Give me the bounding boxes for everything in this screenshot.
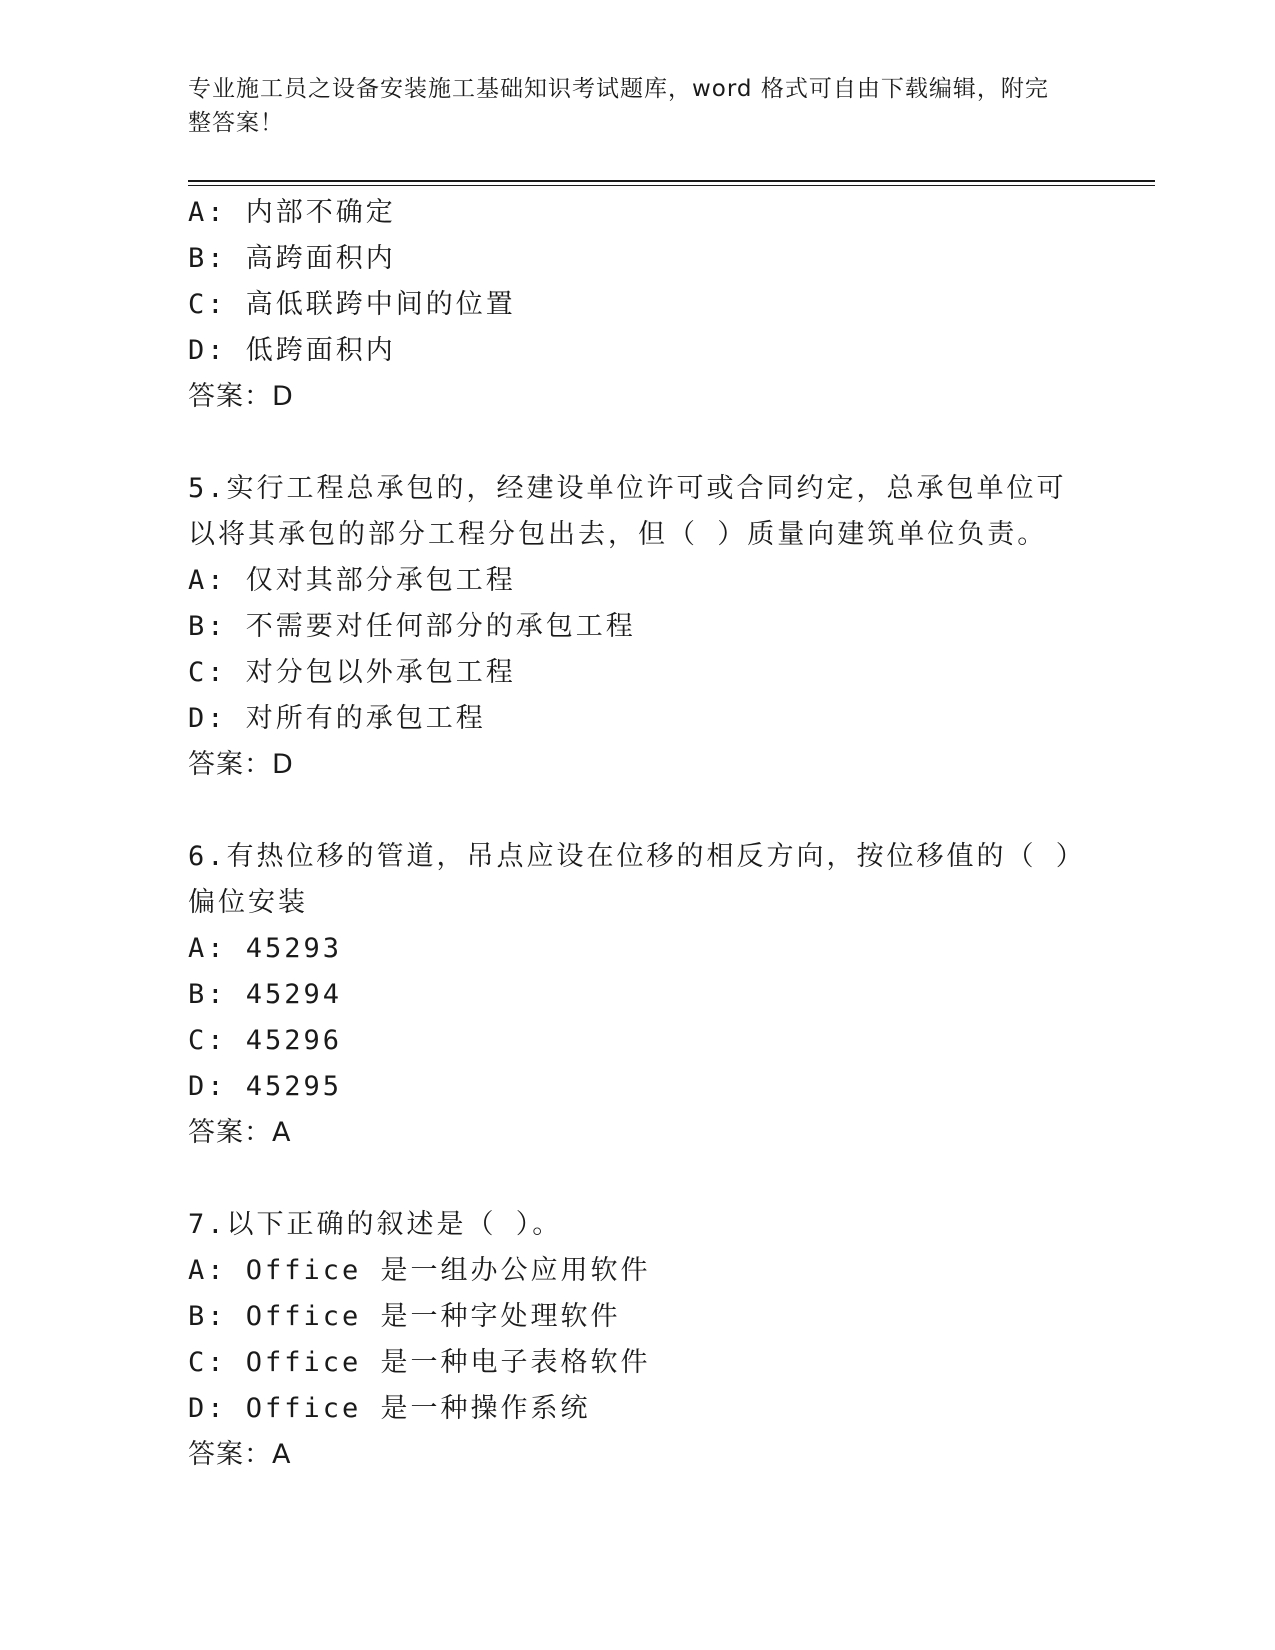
option-d: D: 45295	[188, 1071, 343, 1102]
option-c: C: 高低联跨中间的位置	[188, 289, 516, 320]
question-list	[188, 190, 1088, 1478]
option-d: D: 对所有的承包工程	[188, 703, 486, 734]
option-b: B: 不需要对任何部分的承包工程	[188, 611, 636, 642]
question-4-block	[188, 190, 1088, 420]
question-7-block	[188, 1202, 1088, 1478]
header-divider-thick	[188, 180, 1155, 182]
question-5-block	[188, 466, 1088, 788]
option-d: D: 低跨面积内	[188, 335, 396, 366]
header-divider-thin	[188, 185, 1155, 186]
option-b: B: 高跨面积内	[188, 243, 396, 274]
answer-line: 答案：A	[188, 1117, 292, 1148]
option-c: C: 对分包以外承包工程	[188, 657, 516, 688]
question-stem: 5.实行工程总承包的，经建设单位许可或合同约定，总承包单位可以将其承包的部分工程分包出去，但（ ）质量向建筑单位负责。	[188, 473, 1067, 550]
option-a: A: 仅对其部分承包工程	[188, 565, 516, 596]
spacer	[188, 420, 1088, 466]
document-header: 专业施工员之设备安装施工基础知识考试题库，word 格式可自由下载编辑，附完整答案！	[188, 76, 1049, 136]
option-a: A: Office 是一组办公应用软件	[188, 1255, 651, 1286]
answer-line: 答案：D	[188, 381, 294, 412]
option-c: C: Office 是一种电子表格软件	[188, 1347, 651, 1378]
spacer	[188, 1156, 1088, 1202]
option-a: A: 45293	[188, 933, 343, 964]
answer-line: 答案：D	[188, 749, 294, 780]
answer-line: 答案：A	[188, 1439, 292, 1470]
spacer	[188, 788, 1088, 834]
question-6-block	[188, 834, 1088, 1156]
question-stem: 7.以下正确的叙述是（ ）。	[188, 1209, 563, 1240]
option-b: B: Office 是一种字处理软件	[188, 1301, 621, 1332]
option-c: C: 45296	[188, 1025, 343, 1056]
option-d: D: Office 是一种操作系统	[188, 1393, 591, 1424]
option-b: B: 45294	[188, 979, 343, 1010]
question-stem: 6.有热位移的管道，吊点应设在位移的相反方向，按位移值的（ ）偏位安装	[188, 841, 1086, 918]
option-a: A: 内部不确定	[188, 197, 396, 228]
